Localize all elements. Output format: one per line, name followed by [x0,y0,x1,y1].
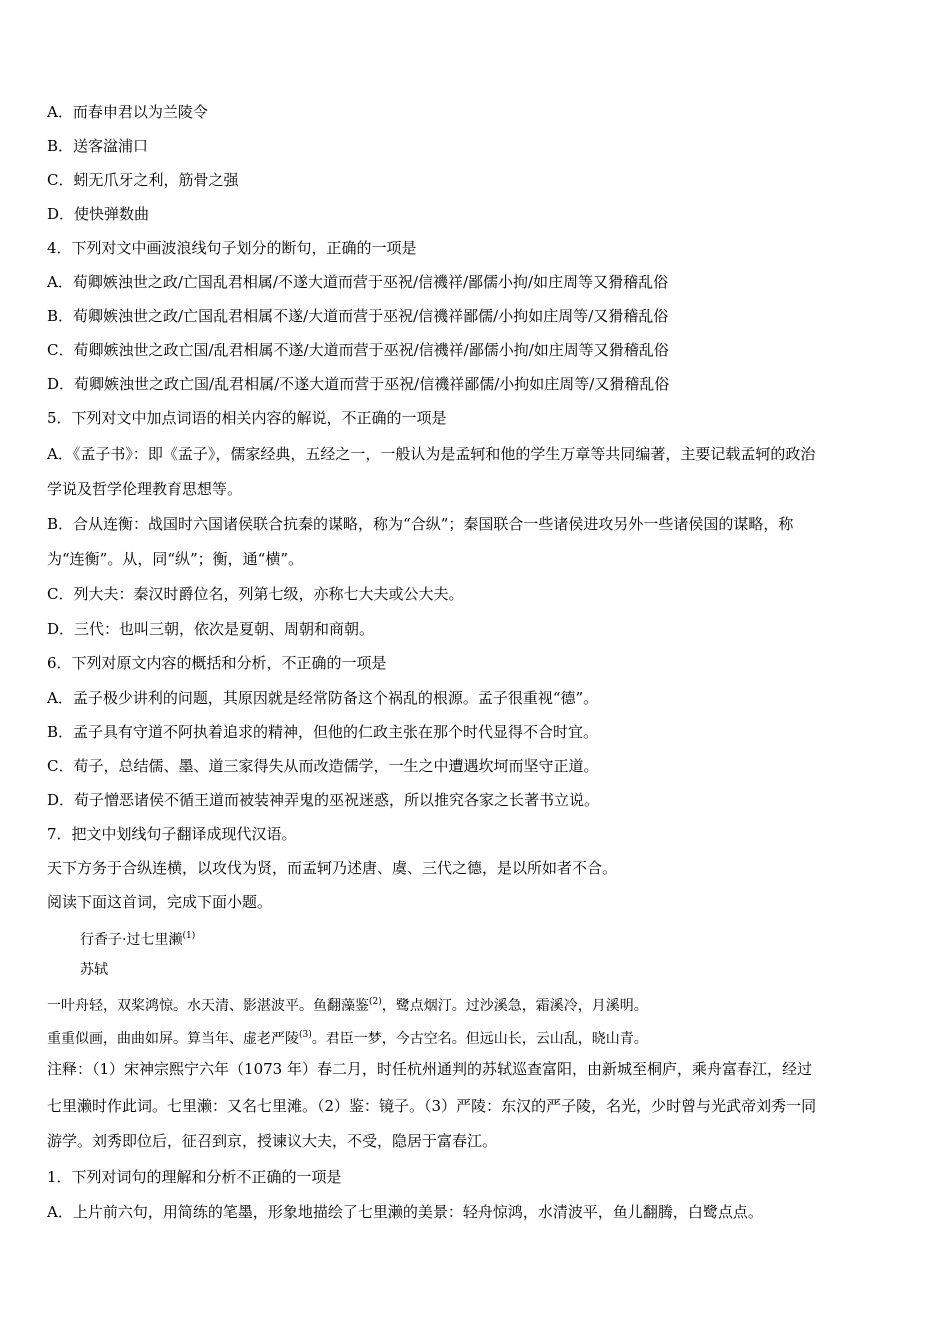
poem-intro: 阅读下面这首词，完成下面小题。 [47,893,273,911]
poem-line-2-b: 。君臣一梦，今古空名。但远山长，云山乱，晓山青。 [311,1031,648,1047]
q7-sentence: 天下方务于合纵连横，以攻伐为贤，而孟轲乃述唐、虞、三代之德，是以所如者不合。 [47,859,618,877]
poem-notes-line3: 游学。刘秀即位后，征召到京，授谏议大夫，不受，隐居于富春江。 [47,1132,498,1150]
q5-option-b-line1: B．合从连衡：战国时六国诸侯联合抗秦的谋略，称为“合纵”；秦国联合一些诸侯进攻另外一些诸侯国的谋略，称 [47,515,794,533]
poem-line-1 [47,992,648,1016]
poem-author: 苏轼 [80,962,108,978]
q5-stem: 5．下列对文中加点词语的相关内容的解说，不正确的一项是 [47,409,447,427]
poem-title-text: 行香子·过七里濑 [80,932,183,948]
q3-option-d: D．使快弹数曲 [47,205,150,223]
q5-option-b-line2: 为“连衡”。从，同“纵”；衡，通“横”。 [47,550,304,568]
poem-line-1-a: 一叶舟轻，双桨鸿惊。水天清、影湛波平。鱼翻藻鉴 [47,998,369,1014]
q4-stem: 4．下列对文中画波浪线句子划分的断句，正确的一项是 [47,239,417,257]
poem-title [80,926,195,950]
poem-title-note: (1) [182,931,196,941]
q6-option-a: A．孟子极少讲利的问题，其原因就是经常防备这个祸乱的根源。孟子很重视“德”。 [47,689,599,707]
poem-line-1-note: (2) [369,997,382,1007]
q4-option-d: D．荀卿嫉浊世之政亡国/乱君相属/不遂大道而营于巫祝/信禨祥鄙儒/小拘如庄周等/又猾稽乱俗 [47,375,670,393]
q4-option-b: B．荀卿嫉浊世之政/亡国乱君相属不遂/大道而营于巫祝/信禨祥鄙儒/小拘如庄周等/又猾稽乱俗 [47,307,669,325]
q6-option-c: C．荀子，总结儒、墨、道三家得失从而改造儒学，一生之中遭遇坎坷而坚守正道。 [47,757,599,775]
poem-line-2 [47,1025,648,1049]
poem-line-1-b: ，鹭点烟汀。过沙溪急，霜溪冷，月溪明。 [381,998,648,1014]
q3-option-a: A．而春申君以为兰陵令 [47,103,208,121]
q6-option-d: D．荀子憎恶诸侯不循王道而被装神弄鬼的巫祝迷惑，所以推究各家之长著书立说。 [47,791,600,809]
q6-stem: 6．下列对原文内容的概括和分析，不正确的一项是 [47,654,387,672]
poem-line-2-a: 重重似画，曲曲如屏。算当年、虚老严陵 [47,1031,299,1047]
q3-option-c: C．蚓无爪牙之利，筋骨之强 [47,171,239,189]
q5-option-c: C．列大夫：秦汉时爵位名，列第七级，亦称七大夫或公大夫。 [47,585,464,603]
q5-option-a-line2: 学说及哲学伦理教育思想等。 [47,480,243,498]
poem-line-2-note: (3) [299,1030,312,1040]
q7-stem: 7．把文中划线句子翻译成现代汉语。 [47,825,297,843]
q4-option-a: A．荀卿嫉浊世之政/亡国乱君相属/不遂大道而营于巫祝/信禨祥/鄙儒小拘/如庄周等又猾稽乱俗 [47,273,669,291]
q6-option-b: B．孟子具有守道不阿执着追求的精神，但他的仁政主张在那个时代显得不合时宜。 [47,723,599,741]
q3-option-b: B．送客湓浦口 [47,137,149,155]
q4-option-c: C．荀卿嫉浊世之政亡国/乱君相属不遂/大道而营于巫祝/信禨祥/鄙儒小拘/如庄周等又猾稽乱俗 [47,341,669,359]
poem-notes-line2: 七里濑时作此词。七里濑：又名七里滩。（2）鉴：镜子。（3）严陵：东汉的严子陵，名光，少时曾与光武帝刘秀一同 [47,1097,817,1115]
q5-option-d: D．三代：也叫三朝，依次是夏朝、周朝和商朝。 [47,620,375,638]
q1-stem: 1．下列对词句的理解和分析不正确的一项是 [47,1168,342,1186]
poem-notes-line1: 注释：（1）宋神宗熙宁六年（1073 年）春二月，时任杭州通判的苏轼巡查富阳，由新城至桐庐，乘舟富春江，经过 [47,1060,812,1078]
q5-option-a-line1: A．《孟子书》：即《孟子》，儒家经典，五经之一，一般认为是孟轲和他的学生万章等共同编著，主要记载孟轲的政治 [47,445,816,463]
q1-option-a: A．上片前六句，用简练的笔墨，形象地描绘了七里濑的美景：轻舟惊鸿，水清波平，鱼儿翻腾，白鹭点点。 [47,1203,763,1221]
